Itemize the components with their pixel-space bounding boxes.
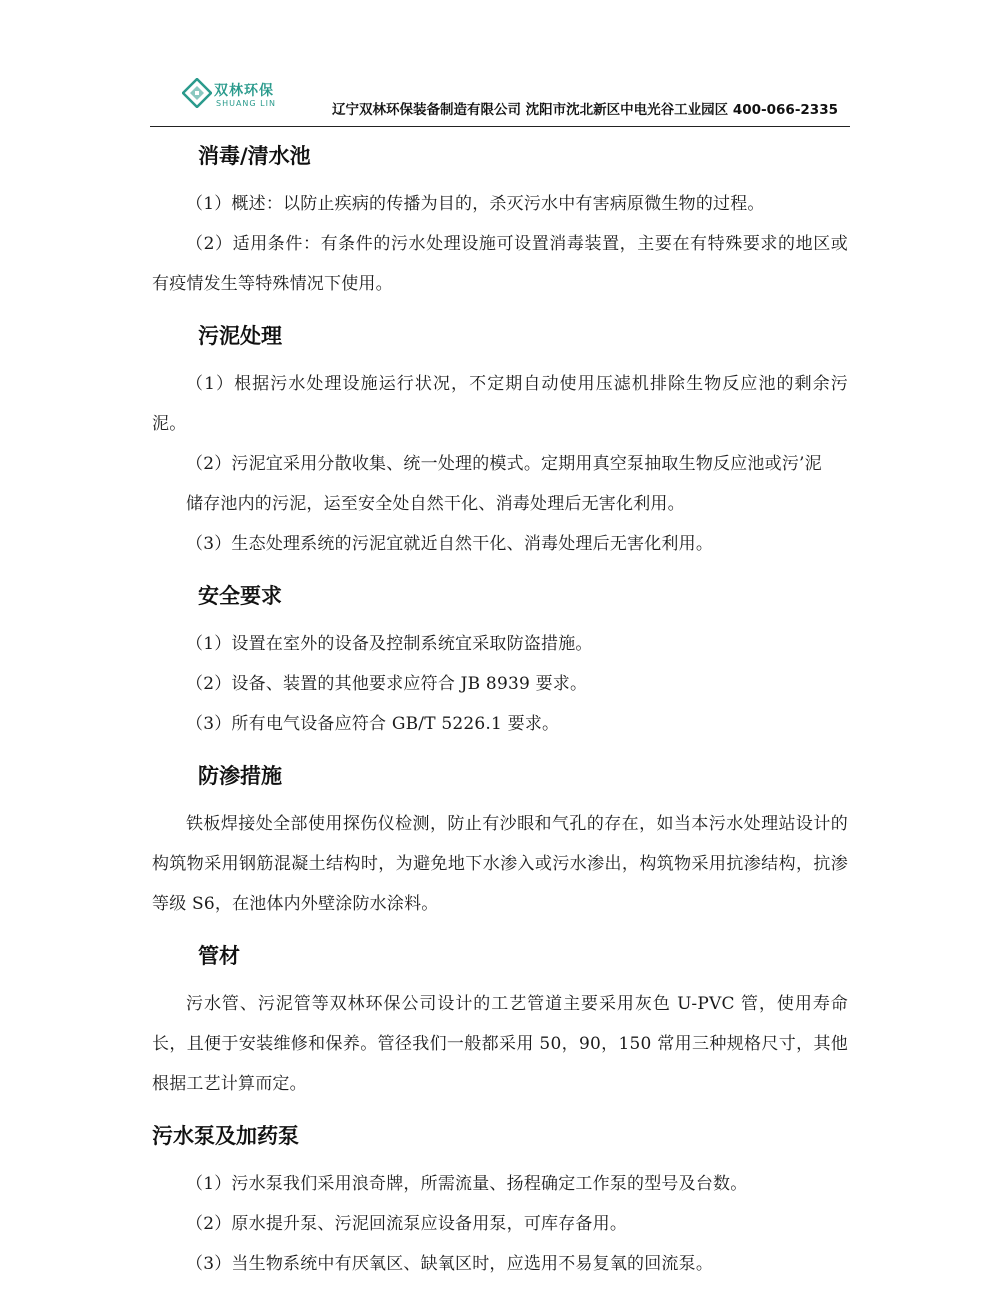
paragraph: （3）当生物系统中有厌氧区、缺氧区时，应选用不易复氧的回流泵。 [186,1254,714,1274]
paragraph: （2）设备、装置的其他要求应符合 JB 8939 要求。 [186,674,588,694]
section-heading-pipes: 管材 [198,944,240,968]
paragraph: （2）污泥宜采用分散收集、统一处理的模式。定期用真空泵抽取生物反应池或污’泥 [186,454,822,474]
paragraph: （3）所有电气设备应符合 GB/T 5226.1 要求。 [186,714,560,734]
paragraph: （1）设置在室外的设备及控制系统宜采取防盗措施。 [186,634,593,654]
paragraph: 铁板焊接处全部使用探伤仪检测，防止有沙眼和气孔的存在，如当本污水处理站设计的构筑物采用钢筋混凝土结构时，为避免地下水渗入或污水渗出，构筑物采用抗渗结构，抗渗等级 S6，在池体内外壁涂防水涂料。 [152,814,848,914]
diamond-logo-icon [182,78,212,108]
paragraph: （1）污水泵我们采用浪奇牌，所需流量、扬程确定工作泵的型号及台数。 [186,1174,748,1194]
paragraph: （2）适用条件：有条件的污水处理设施可设置消毒装置，主要在有特殊要求的地区或有疫情发生等特殊情况下使用。 [152,234,848,294]
paragraph: （3）生态处理系统的污泥宜就近自然干化、消毒处理后无害化利用。 [186,534,714,554]
logo-english-name: SHUANG LIN [216,99,276,108]
paragraph: 污水管、污泥管等双林环保公司设计的工艺管道主要采用灰色 U-PVC 管，使用寿命长，且便于安装维修和保养。管径我们一般都采用 50，90，150 常用三种规格尺寸，其他根据工艺计算而定。 [152,994,848,1094]
section-heading-pumps: 污水泵及加药泵 [152,1124,299,1148]
page-header [150,70,850,128]
company-logo [182,76,282,112]
paragraph: （1）概述：以防止疾病的传播为目的，杀灭污水中有害病原微生物的过程。 [186,194,765,214]
logo-chinese-name: 双林环保 [214,83,274,99]
header-divider [150,126,850,127]
section-heading-sludge: 污泥处理 [198,324,282,348]
section-heading-anti-seepage: 防渗措施 [198,764,282,788]
section-heading-safety: 安全要求 [198,584,282,608]
document-body [152,138,848,1284]
company-info-line: 辽宁双林环保装备制造有限公司 沈阳市沈北新区中电光谷工业园区 400-066-2335 [331,102,838,118]
section-heading-disinfection: 消毒/清水池 [198,144,311,168]
paragraph: （2）原水提升泵、污泥回流泵应设备用泵，可库存备用。 [186,1214,628,1234]
paragraph: （1）根据污水处理设施运行状况，不定期自动使用压滤机排除生物反应池的剩余污泥。 [152,374,848,434]
paragraph: 储存池内的污泥，运至安全处自然干化、消毒处理后无害化利用。 [186,494,685,514]
